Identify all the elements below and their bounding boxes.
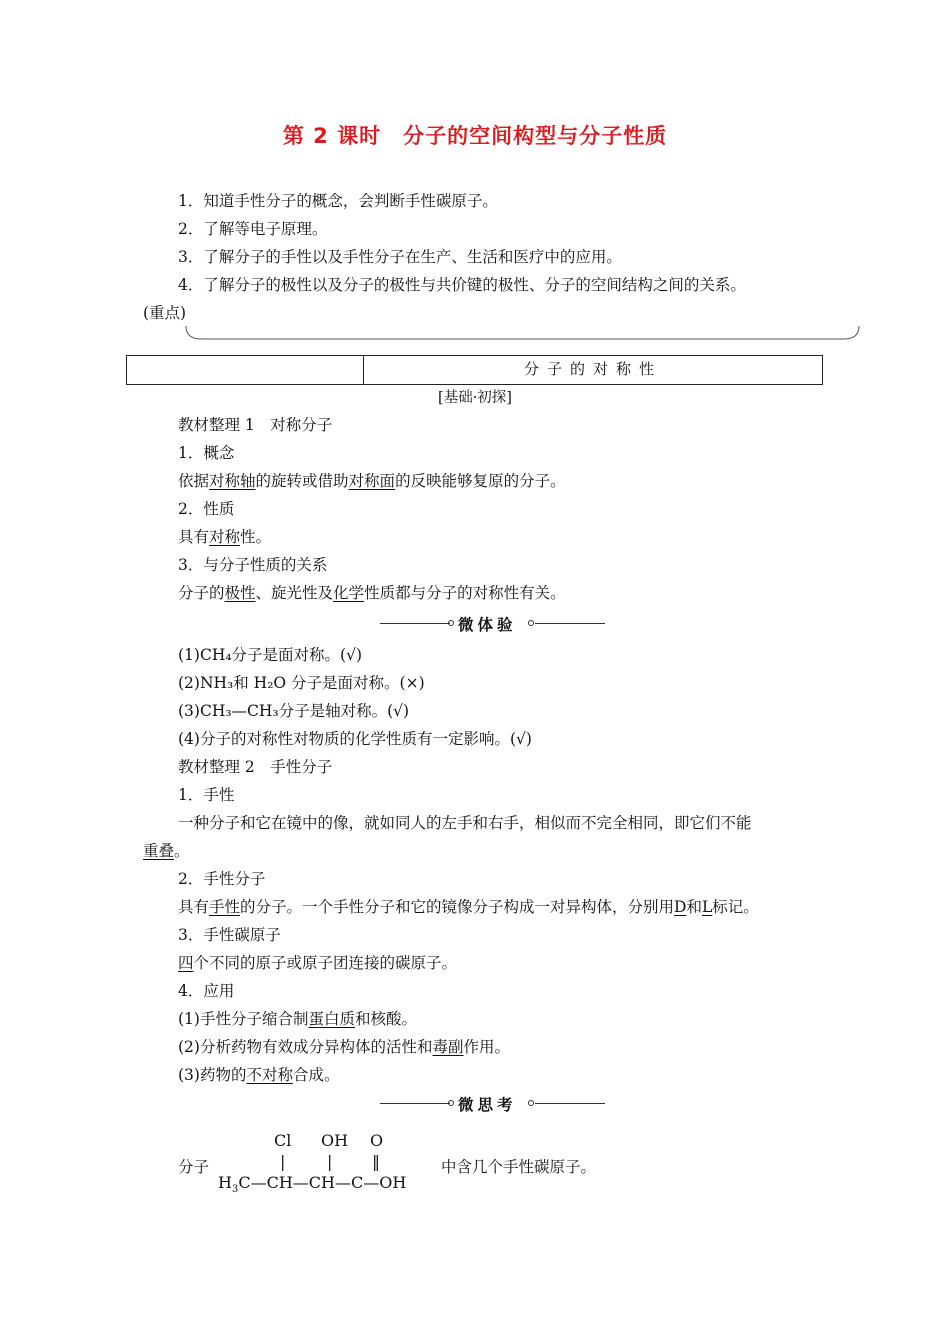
formula-chain: $H_3C—CH—CH—C—OH$ [218,1173,407,1196]
objective-tail: (重点) [143,304,187,322]
blank-answer: L [702,898,713,916]
part1-h1: 1．概念 [178,444,235,462]
formula-cl: Cl [274,1131,292,1150]
application-2: (2)分析药物有效成分异构体的活性和毒副作用。 [178,1038,510,1056]
section-tag: [基础·初探] [438,390,512,406]
objective-1: 1．知道手性分子的概念，会判断手性碳原子。 [178,192,498,210]
objective-3: 3．了解分子的手性以及手性分子在生产、生活和医疗中的应用。 [178,248,622,266]
micro-experience-divider [380,613,605,633]
formula-bond-1: | [280,1152,286,1171]
part2-h1: 1．手性 [178,786,235,804]
part1-heading: 教材整理 1 对称分子 [178,416,333,434]
formula-bond-3: ‖ [372,1152,380,1171]
part2-h3: 3．手性碳原子 [178,926,281,944]
objective-4: 4．了解分子的极性以及分子的极性与共价键的极性、分子的空间结构之间的关系。 [178,276,746,294]
part2-h2: 2．手性分子 [178,870,266,888]
blank-answer: 蛋白质 [308,1010,355,1028]
section-title: 分子的对称性 [523,360,662,378]
blank-answer: 对称轴 [209,472,256,490]
part2-p1-end: 重叠。 [143,842,190,860]
exp-item-1: (1)CH₄分子是面对称。(√) [178,646,363,664]
exp-item-4: (4)分子的对称性对物质的化学性质有一定影响。(√) [178,730,532,748]
application-3: (3)药物的不对称合成。 [178,1066,340,1084]
micro-think-label: 微思考 [458,1095,517,1114]
part1-p1: 依据对称轴的旋转或借助对称面的反映能够复原的分子。 [178,472,566,490]
question-prefix: 分子 [178,1158,210,1176]
blank-answer: 极性 [224,584,256,602]
micro-experience-label: 微体验 [458,615,517,634]
blank-answer: 化学 [333,584,365,602]
blank-answer: 手性 [209,898,241,916]
question-suffix: 中含几个手性碳原子。 [441,1158,597,1176]
blank-answer: 毒副 [432,1038,464,1056]
formula-oh: OH [321,1131,349,1150]
part1-p3: 分子的极性、旋光性及化学性质都与分子的对称性有关。 [178,584,566,602]
exp-item-3: (3)CH₃—CH₃分子是轴对称。(√) [178,702,410,720]
section-header-table [126,355,823,385]
part1-h3: 3．与分子性质的关系 [178,556,328,574]
part2-p1: 一种分子和它在镜中的像，就如同人的左手和右手，相似而不完全相同，即它们不能 [178,814,752,832]
objective-2: 2．了解等电子原理。 [178,220,328,238]
blank-answer: 四 [178,954,194,972]
blank-answer: D [674,898,687,916]
blank-answer: 重叠 [143,842,175,860]
part2-heading: 教材整理 2 手性分子 [178,758,333,776]
part2-p2: 具有手性的分子。一个手性分子和它的镜像分子构成一对异构体，分别用D和L标记。 [178,898,759,916]
exp-item-2: (2)NH₃和 H₂O 分子是面对称。(×) [178,674,425,692]
formula-o: O [370,1131,384,1150]
part2-h4: 4．应用 [178,982,235,1000]
blank-answer: 对称 [209,528,241,546]
page-title: 第 2 课时 分子的空间构型与分子性质 [282,124,668,148]
blank-answer: 对称面 [348,472,396,490]
formula-bond-2: | [327,1152,333,1171]
micro-think-divider [380,1093,605,1113]
blank-answer: 不对称 [246,1066,293,1084]
part1-h2: 2．性质 [178,500,235,518]
application-1: (1)手性分子缩合制蛋白质和核酸。 [178,1010,417,1028]
part1-p2: 具有对称性。 [178,528,272,546]
part2-p3: 四个不同的原子或原子团连接的碳原子。 [178,954,458,972]
brace-divider [185,325,860,343]
